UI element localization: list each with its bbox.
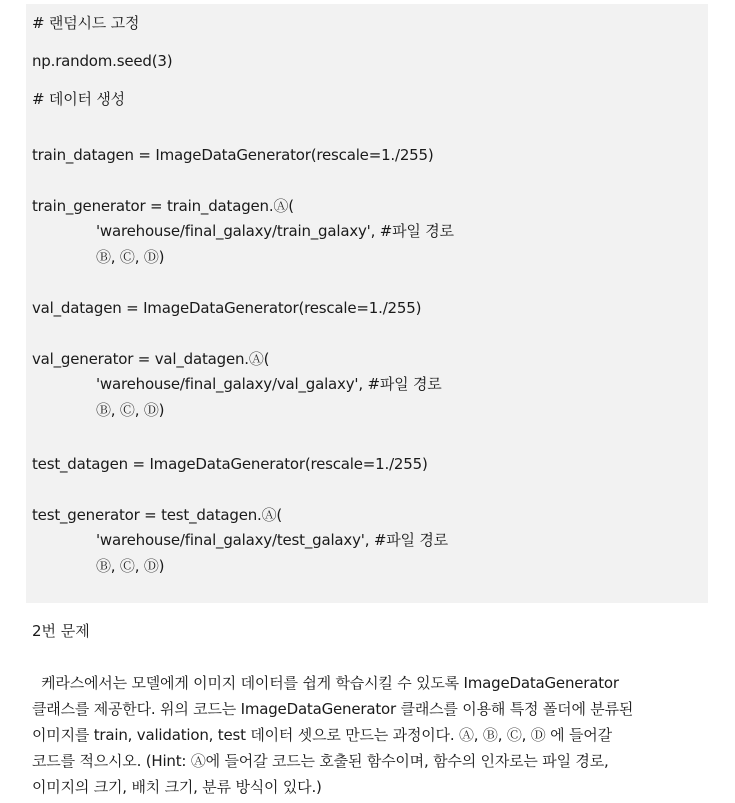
code-line-val-generator: val_generator = val_datagen.Ⓐ( [32, 350, 270, 368]
code-comment-seed: # 랜덤시드 고정 [32, 14, 140, 32]
code-line-test-path: 'warehouse/final_galaxy/test_galaxy', #파일 경로 [96, 531, 448, 549]
question-paragraph [32, 670, 708, 800]
code-line-test-args: Ⓑ, Ⓒ, Ⓓ) [96, 557, 165, 575]
paragraph-line: 클래스를 제공한다. 위의 코드는 ImageDataGenerator 클래스를 이용해 특정 폴더에 분류된 [32, 700, 634, 718]
code-comment-data: # 데이터 생성 [32, 90, 125, 108]
code-line-train-generator: train_generator = train_datagen.Ⓐ( [32, 197, 294, 215]
section-title: 2번 문제 [32, 622, 90, 640]
code-line-seed: np.random.seed(3) [32, 52, 173, 70]
code-line-test-datagen: test_datagen = ImageDataGenerator(rescale=1./255) [32, 455, 428, 473]
paragraph-line: 이미지의 크기, 배치 크기, 분류 방식이 있다.) [32, 778, 322, 796]
code-line-train-args: Ⓑ, Ⓒ, Ⓓ) [96, 248, 165, 266]
code-line-test-generator: test_generator = test_datagen.Ⓐ( [32, 506, 283, 524]
paragraph-line: 케라스에서는 모델에게 이미지 데이터를 쉽게 학습시킬 수 있도록 ImageDataGenerator [32, 674, 619, 692]
code-line-train-datagen: train_datagen = ImageDataGenerator(rescale=1./255) [32, 146, 434, 164]
paragraph-line: 코드를 적으시오. (Hint: Ⓐ에 들어갈 코드는 호출된 함수이며, 함수의 인자로는 파일 경로, [32, 752, 609, 770]
code-line-val-datagen: val_datagen = ImageDataGenerator(rescale=1./255) [32, 299, 422, 317]
code-line-val-path: 'warehouse/final_galaxy/val_galaxy', #파일 경로 [96, 375, 442, 393]
paragraph-line: 이미지를 train, validation, test 데이터 셋으로 만드는 과정이다. Ⓐ, Ⓑ, Ⓒ, Ⓓ 에 들어갈 [32, 726, 612, 744]
code-line-val-args: Ⓑ, Ⓒ, Ⓓ) [96, 401, 165, 419]
code-line-train-path: 'warehouse/final_galaxy/train_galaxy', #파일 경로 [96, 222, 454, 240]
